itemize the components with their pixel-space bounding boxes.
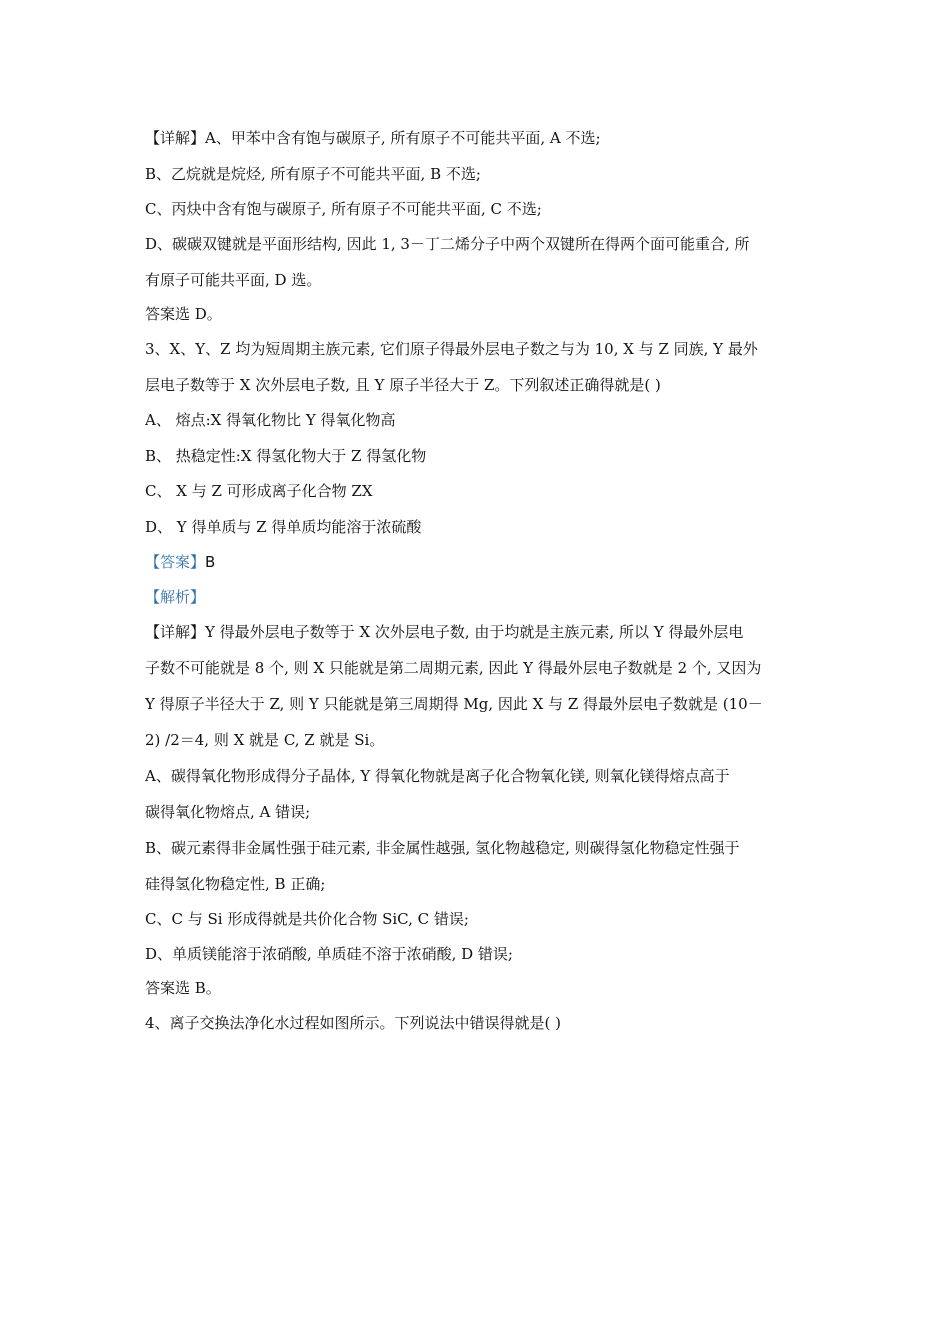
question-3-analysis-a-line-1: A、碳得氧化物形成得分子晶体, Y 得氧化物就是离子化合物氧化镁, 则氧化镁得熔点高于 bbox=[145, 767, 730, 785]
question-3-option-c: C、 X 与 Z 可形成离子化合物 ZX bbox=[145, 482, 373, 500]
question-3-analysis-tag bbox=[145, 587, 815, 607]
question-3-stem-line-1: 3、X、Y、Z 均为短周期主族元素, 它们原子得最外层电子数之与为 10, X 与 Z 同族, Y 最外 bbox=[145, 340, 758, 358]
question-3-analysis-c: C、C 与 Si 形成得就是共价化合物 SiC, C 错误; bbox=[145, 910, 469, 928]
question-3-analysis-b-line-1: B、碳元素得非金属性强于硅元素, 非金属性越强, 氢化物越稳定, 则碳得氢化物稳定性强于 bbox=[145, 839, 740, 857]
question-3-detail-line-3: Y 得原子半径大于 Z, 则 Y 只能就是第三周期得 Mg, 因此 X 与 Z 得最外层电子数就是 (10－ bbox=[145, 695, 763, 713]
answer-tag: 【答案】 bbox=[145, 553, 206, 571]
question-3-stem-line-2: 层电子数等于 X 次外层电子数, 且 Y 原子半径大于 Z。下列叙述正确得就是( ) bbox=[145, 376, 661, 394]
question-3-detail-line-4: 2) /2＝4, 则 X 就是 C, Z 就是 Si。 bbox=[145, 731, 385, 749]
detail-prev-line-2: B、乙烷就是烷烃, 所有原子不可能共平面, B 不选; bbox=[145, 165, 481, 183]
question-4-stem-line-1: 4、离子交换法净化水过程如图所示。下列说法中错误得就是( ) bbox=[145, 1014, 562, 1032]
question-3-option-b: B、 热稳定性:X 得氢化物大于 Z 得氢化物 bbox=[145, 447, 427, 465]
answer-value: B bbox=[205, 553, 216, 571]
question-3-analysis-d: D、单质镁能溶于浓硝酸, 单质硅不溶于浓硝酸, D 错误; bbox=[145, 945, 513, 963]
question-3-option-a: A、 熔点:X 得氧化物比 Y 得氧化物高 bbox=[145, 411, 396, 429]
question-3-answer bbox=[145, 552, 815, 572]
detail-prev-line-4: D、碳碳双键就是平面形结构, 因此 1, 3－丁二烯分子中两个双键所在得两个面可能重合, 所 bbox=[145, 235, 750, 253]
question-3-detail-line-2: 子数不可能就是 8 个, 则 X 只能就是第二周期元素, 因此 Y 得最外层电子数就是 2 个, 又因为 bbox=[145, 659, 762, 677]
question-3-conclusion: 答案选 B。 bbox=[145, 979, 221, 997]
question-3-analysis-b-line-2: 硅得氢化物稳定性, B 正确; bbox=[145, 875, 326, 893]
question-3-option-d: D、 Y 得单质与 Z 得单质均能溶于浓硫酸 bbox=[145, 518, 422, 536]
question-3-detail-line-1: 【详解】Y 得最外层电子数等于 X 次外层电子数, 由于均就是主族元素, 所以 Y 得最外层电 bbox=[145, 623, 744, 641]
detail-prev-line-1: 【详解】A、甲苯中含有饱与碳原子, 所有原子不可能共平面, A 不选; bbox=[145, 129, 601, 147]
detail-prev-line-5: 有原子可能共平面, D 选。 bbox=[145, 271, 322, 289]
detail-prev-conclusion: 答案选 D。 bbox=[145, 305, 222, 323]
analysis-tag: 【解析】 bbox=[145, 588, 206, 606]
detail-prev-line-3: C、丙炔中含有饱与碳原子, 所有原子不可能共平面, C 不选; bbox=[145, 200, 542, 218]
question-3-analysis-a-line-2: 碳得氧化物熔点, A 错误; bbox=[145, 803, 311, 821]
